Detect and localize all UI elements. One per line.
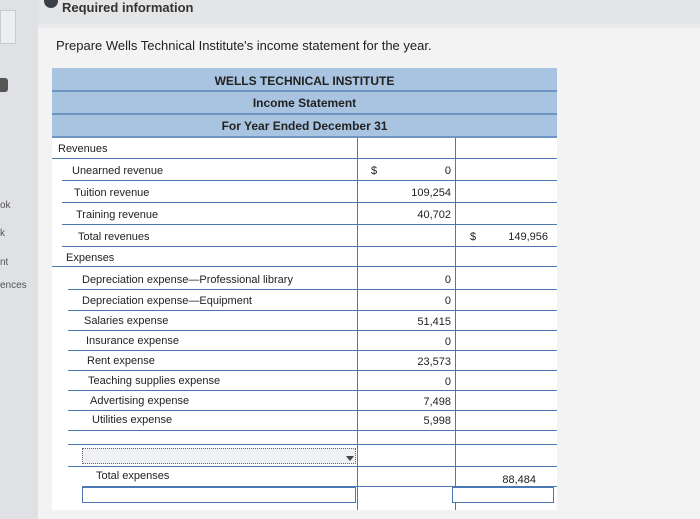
sidebar-box[interactable] [0,10,16,44]
revenue-row-label[interactable]: Tuition revenue [74,187,150,199]
statement-title: Income Statement [52,92,557,114]
expense-value[interactable]: 0 [444,295,451,307]
sidebar-tab-3[interactable]: nt [0,257,9,268]
account-dropdown[interactable] [82,448,356,464]
net-income-label-box[interactable] [82,487,356,503]
expense-value[interactable]: 51,415 [417,316,451,328]
left-sidebar [0,0,38,519]
total-expenses-value[interactable]: 88,484 [502,474,536,486]
revenue-value[interactable]: 0 [444,165,451,177]
expense-row-label[interactable]: Rent expense [87,355,155,367]
revenue-value[interactable]: 40,702 [417,209,451,221]
expense-value[interactable]: 0 [444,336,451,348]
expense-row-label[interactable]: Depreciation expense—Professional library [82,274,293,286]
income-statement-table [52,68,557,510]
expense-value[interactable]: 23,573 [417,356,451,368]
revenue-row-label[interactable]: Unearned revenue [72,165,164,177]
revenues-label: Revenues [58,143,108,155]
sidebar-tab-2[interactable]: k [0,228,5,239]
expense-row-label[interactable]: Utilities expense [92,414,173,426]
expense-value[interactable]: 7,498 [423,396,451,408]
statement-period: For Year Ended December 31 [52,115,557,137]
expense-row-label[interactable]: Teaching supplies expense [88,375,221,387]
expense-row-label[interactable]: Depreciation expense—Equipment [82,295,252,307]
expense-row-label[interactable]: Advertising expense [90,395,190,407]
net-income-value-input[interactable] [452,487,554,503]
expenses-label: Expenses [66,252,115,264]
total-revenues-value[interactable]: 149,956 [508,231,548,243]
sidebar-tab-1[interactable]: ok [0,200,11,211]
sidebar-tab-4[interactable]: ences [0,280,27,291]
currency-symbol: $ [371,165,378,177]
expense-row-label[interactable]: Salaries expense [84,315,169,327]
total-expenses-label[interactable]: Total expenses [96,470,170,482]
total-revenues-label[interactable]: Total revenues [78,231,150,243]
sidebar-marker [0,78,8,92]
revenue-value[interactable]: 109,254 [411,187,451,199]
instruction-text: Prepare Wells Technical Institute's income statement for the year. [56,38,432,53]
expense-row-label[interactable]: Insurance expense [86,335,179,347]
company-name: WELLS TECHNICAL INSTITUTE [52,68,557,92]
expense-value[interactable]: 0 [444,376,451,388]
chevron-down-icon[interactable] [346,456,354,461]
required-information-title: Required information [62,0,194,15]
currency-symbol: $ [470,231,477,243]
expense-value[interactable]: 0 [444,274,451,286]
expense-value[interactable]: 5,998 [423,415,451,427]
revenue-row-label[interactable]: Training revenue [76,209,159,221]
